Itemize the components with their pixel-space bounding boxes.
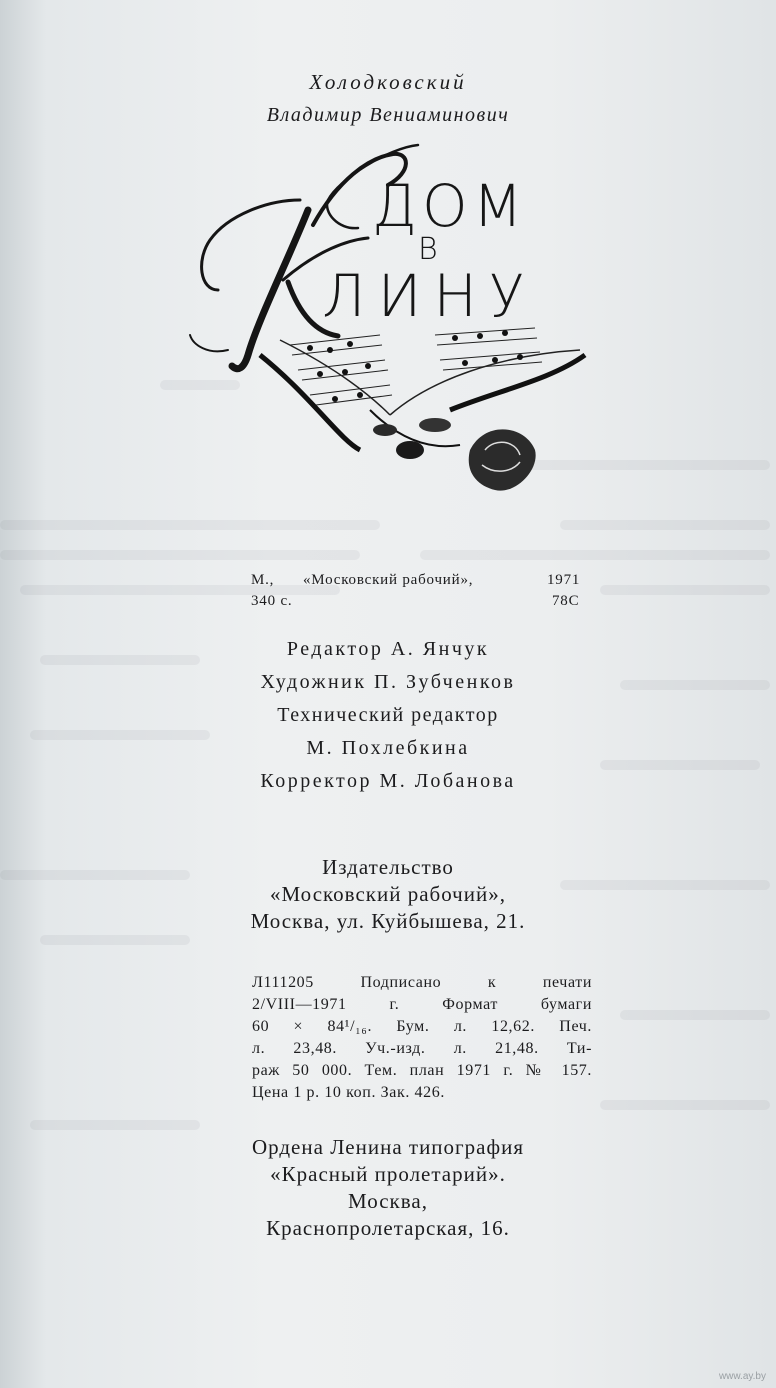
publisher-label: Издательство	[322, 855, 454, 879]
credit-tech-editor-title: Технический редактор	[277, 704, 499, 726]
tech-line-5: раж 50 000. Тем. план 1971 г. № 157.	[252, 1062, 592, 1079]
printer-address: Краснопролетарская, 16.	[266, 1216, 510, 1240]
tech-line-6: Цена 1 р. 10 коп. Зак. 426.	[252, 1084, 445, 1101]
svg-text:К: К	[248, 262, 256, 273]
printer-name: «Красный пролетарий».	[270, 1162, 506, 1186]
pub-pages: 340 с.	[251, 593, 293, 609]
title-line-1: ДОМ	[372, 172, 528, 240]
tech-line-4: л. 23,48. Уч.-изд. л. 21,48. Ти-	[252, 1040, 592, 1057]
pub-code: 78С	[552, 593, 580, 609]
site-watermark: www.ay.by	[718, 1371, 766, 1382]
credit-proofreader: Корректор М. Лобанова	[260, 770, 516, 792]
author-surname: Холодковский	[309, 70, 467, 94]
tech-line-1: Л111205 Подписано к печати	[252, 974, 592, 991]
tech-line-2: 2/VIII—1971 г. Формат бумаги	[252, 996, 592, 1013]
publisher-name: «Московский рабочий»,	[270, 882, 506, 906]
pub-place: М.,	[251, 572, 275, 588]
printer-city: Москва,	[348, 1189, 428, 1213]
pub-year: 1971	[547, 572, 581, 588]
printer-label: Ордена Ленина типография	[251, 1135, 524, 1159]
title-line-2: В	[418, 232, 438, 267]
pub-publisher: «Московский рабочий»,	[303, 572, 474, 588]
credit-artist: Художник П. Зубченков	[260, 671, 516, 693]
author-name: Владимир Вениаминович	[266, 104, 510, 126]
title-line-3: ЛИНУ	[322, 262, 537, 330]
music-book-rose-illustration	[250, 300, 590, 510]
credit-editor: Редактор А. Янчук	[286, 638, 490, 660]
publisher-address: Москва, ул. Куйбышева, 21.	[250, 909, 526, 933]
tech-line-3: 60 × 84¹/₁₆. Бум. л. 12,62. Печ.	[252, 1018, 592, 1035]
credit-tech-editor-name: М. Похлебкина	[306, 737, 470, 759]
